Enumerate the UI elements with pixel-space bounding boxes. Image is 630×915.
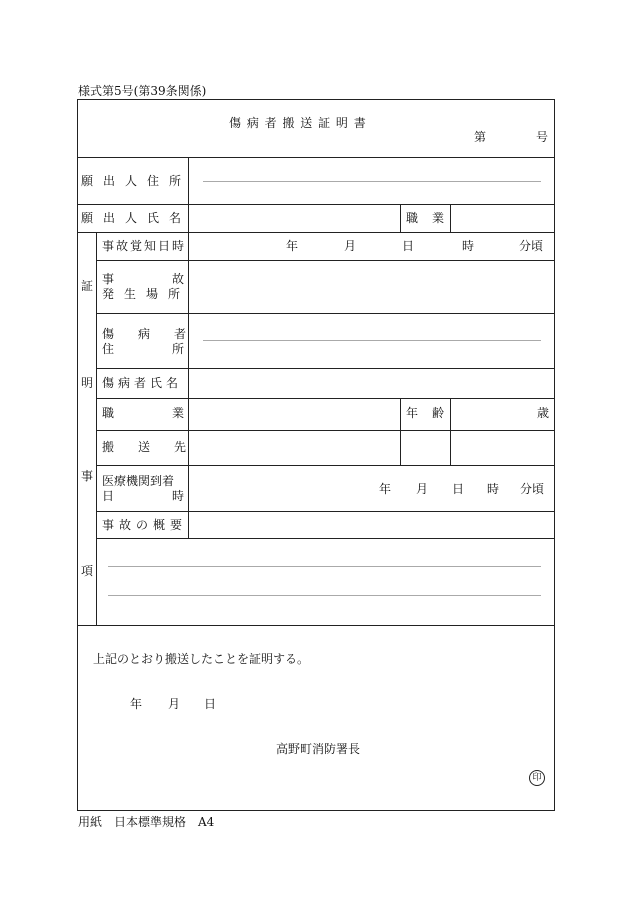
cert-date-year: 年	[130, 697, 143, 711]
certificate-frame	[77, 99, 555, 811]
seal-mark: 印	[529, 770, 545, 786]
divider	[77, 625, 555, 626]
patient-address-label-line2: 住所	[102, 342, 243, 356]
number-prefix: 第	[474, 130, 487, 144]
section-label-char: 明	[80, 376, 93, 390]
age-unit: 歳	[537, 406, 550, 420]
unit-year: 年	[379, 482, 392, 496]
patient-occupation-label: 職業	[102, 406, 243, 420]
patient-name-label: 傷病者氏名	[102, 376, 183, 390]
divider	[96, 313, 555, 314]
divider	[96, 368, 555, 369]
unit-day: 日	[402, 239, 415, 253]
arrival-label-line2: 日時	[102, 489, 243, 503]
applicant-address-label	[81, 174, 192, 188]
divider	[96, 260, 555, 261]
paper-size-note: 用紙 日本標準規格 A4	[78, 815, 215, 829]
divider	[400, 204, 401, 232]
occupation-label: 職業	[406, 211, 459, 225]
unit-hour: 時	[462, 239, 475, 253]
unit-year: 年	[286, 239, 299, 253]
number-suffix: 号	[536, 130, 549, 144]
form-title: 傷 病 者 搬 送 証 明 書	[229, 116, 367, 130]
section-label-char: 事	[80, 469, 93, 483]
summary-label: 事故の概要	[102, 518, 188, 532]
unit-month: 月	[416, 482, 429, 496]
certification-statement: 上記のとおり搬送したことを証明する。	[93, 652, 310, 666]
cert-date-day: 日	[204, 697, 217, 711]
divider	[96, 465, 555, 466]
accident-time-label: 事故覚知日時	[102, 239, 187, 253]
section-label-char: 項	[80, 564, 93, 578]
unit-month: 月	[344, 239, 357, 253]
divider	[96, 511, 555, 512]
writing-line	[203, 181, 541, 182]
form-number: 様式第5号(第39条関係)	[78, 84, 207, 98]
unit-day: 日	[452, 482, 465, 496]
divider	[96, 232, 97, 625]
accident-place-label-line2: 発生場所	[102, 287, 191, 301]
divider	[96, 398, 555, 399]
accident-place-label-line1: 事故	[102, 272, 243, 286]
cert-date-month: 月	[168, 697, 181, 711]
arrival-label-line1: 医療機関到着	[102, 474, 175, 488]
writing-line	[108, 566, 541, 567]
patient-address-label-line1: 傷病者	[102, 327, 211, 341]
divider	[77, 157, 555, 158]
issuer-name: 高野町消防署長	[276, 742, 361, 756]
divider	[96, 430, 555, 431]
unit-hour: 時	[487, 482, 500, 496]
divider	[96, 538, 555, 539]
destination-label: 搬送先	[102, 440, 211, 454]
divider	[77, 232, 555, 233]
age-label: 年齢	[406, 406, 459, 420]
label-text: 願出人住所	[81, 174, 192, 188]
divider	[400, 398, 401, 465]
unit-minute: 分頃	[519, 239, 544, 253]
writing-line	[108, 595, 541, 596]
applicant-name-label: 願出人氏名	[81, 211, 192, 225]
writing-line	[203, 340, 541, 341]
section-label-char: 証	[80, 279, 93, 293]
unit-minute: 分頃	[520, 482, 545, 496]
divider	[77, 204, 555, 205]
